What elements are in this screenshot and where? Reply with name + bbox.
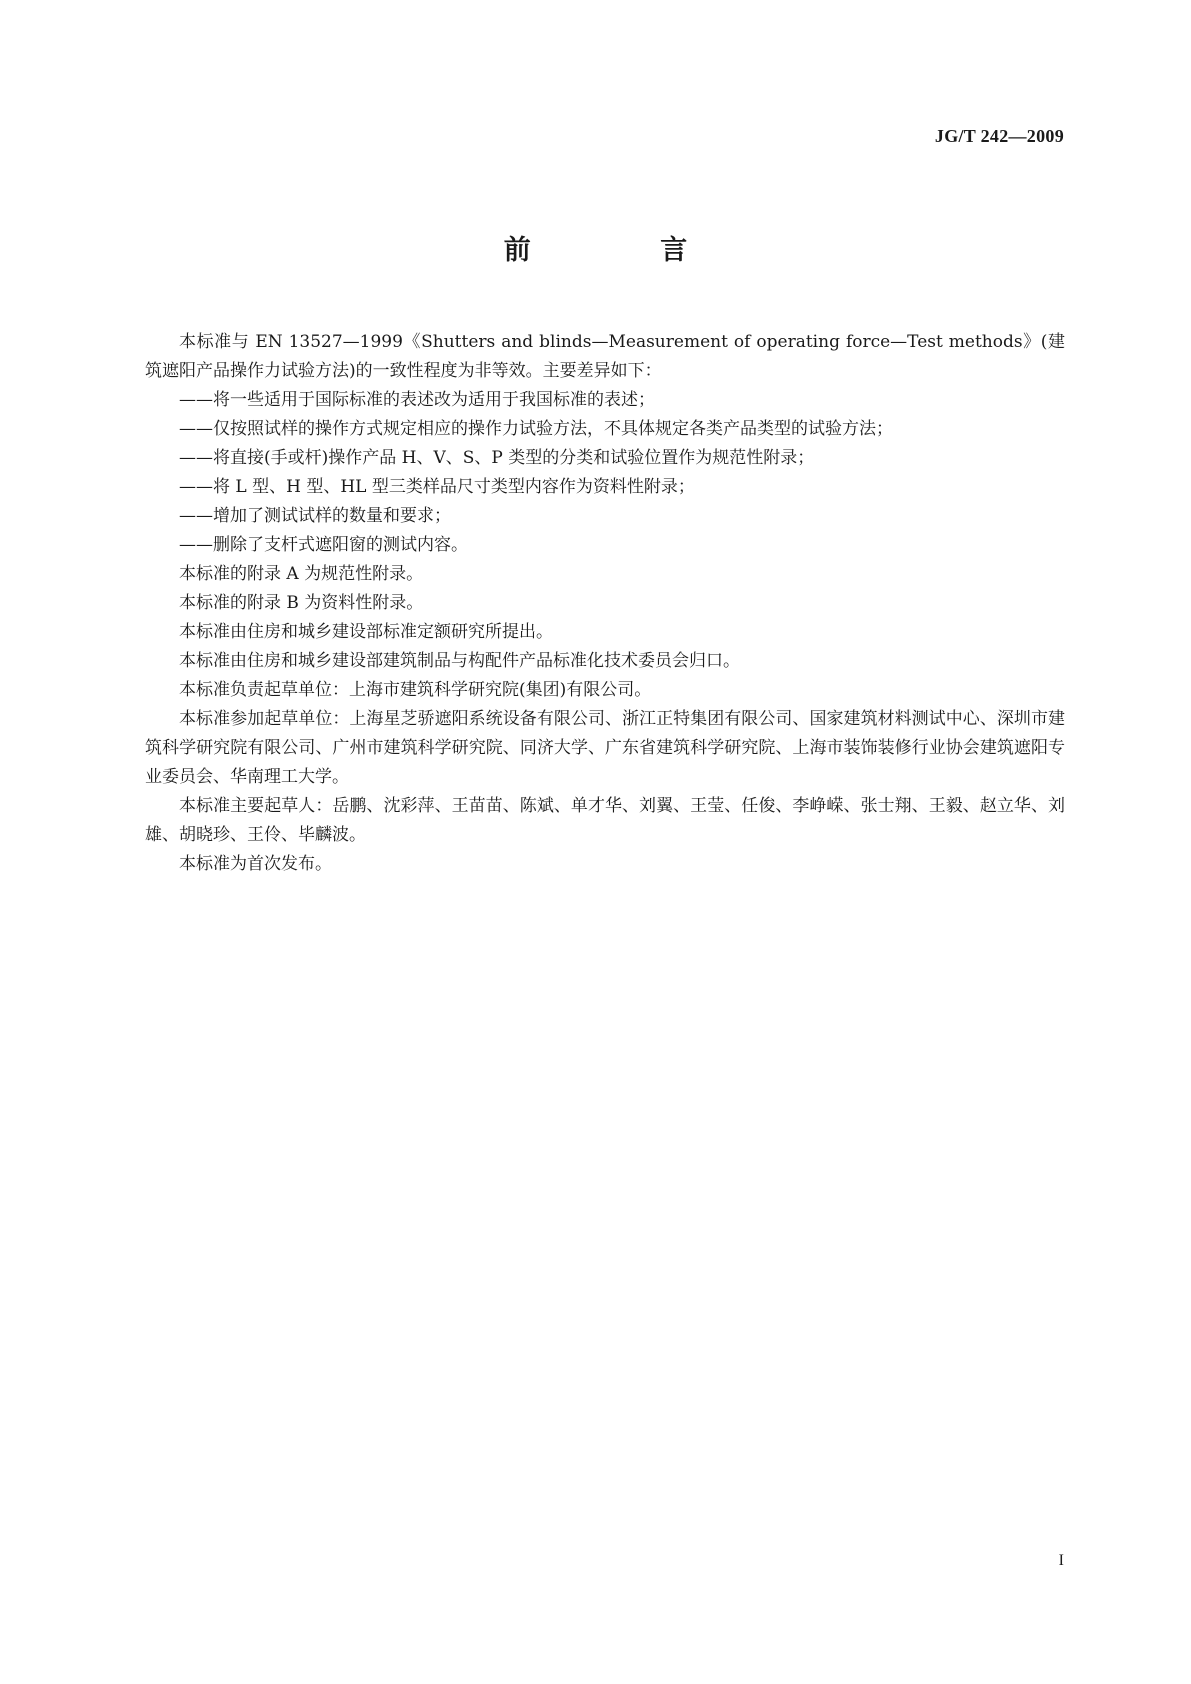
list-item: ——将直接(手或杆)操作产品 H、V、S、P 类型的分类和试验位置作为规范性附录； — [179, 448, 815, 468]
list-item: ——增加了测试试样的数量和要求； — [179, 506, 451, 526]
list-item: ——将一些适用于国际标准的表述改为适用于我国标准的表述； — [179, 390, 655, 410]
main-drafters-statement: 本标准主要起草人：岳鹏、沈彩萍、王苗苗、陈斌、单才华、刘翼、王莹、任俊、李峥嵘、张士翔、王毅、赵立华、刘雄、胡晓珍、王伶、毕麟波。 — [145, 796, 1065, 845]
first-release-statement: 本标准为首次发布。 — [179, 854, 332, 874]
intro-paragraph: 本标准与 EN 13527—1999《Shutters and blinds—Measurement of operating force—Test methods》(建筑遮阳产品操作力试验方法)的一致性程度为非等效。主要差异如下： — [145, 332, 1065, 381]
page-title: 前 言 — [503, 235, 748, 266]
list-item: ——删除了支杆式遮阳窗的测试内容。 — [179, 535, 468, 555]
standard-number: JG/T 242—2009 — [934, 126, 1064, 146]
lead-drafter-statement: 本标准负责起草单位：上海市建筑科学研究院(集团)有限公司。 — [179, 680, 652, 700]
list-item: ——将 L 型、H 型、HL 型三类样品尺寸类型内容作为资料性附录； — [179, 477, 695, 497]
list-item: ——仅按照试样的操作方式规定相应的操作力试验方法，不具体规定各类产品类型的试验方法； — [179, 419, 893, 439]
document-body — [145, 328, 1065, 879]
proposer-statement: 本标准由住房和城乡建设部标准定额研究所提出。 — [179, 622, 553, 642]
page-number: I — [1058, 1552, 1064, 1569]
differences-list — [145, 386, 1065, 560]
participating-drafters-statement: 本标准参加起草单位：上海星芝骄遮阳系统设备有限公司、浙江正特集团有限公司、国家建筑材料测试中心、深圳市建筑科学研究院有限公司、广州市建筑科学研究院、同济大学、广东省建筑科学研究院、上海市装饰装修行业协会建筑遮阳专业委员会、华南理工大学。 — [145, 709, 1065, 787]
committee-statement: 本标准由住房和城乡建设部建筑制品与构配件产品标准化技术委员会归口。 — [179, 651, 740, 671]
annex-b-statement: 本标准的附录 B 为资料性附录。 — [179, 593, 424, 613]
annex-a-statement: 本标准的附录 A 为规范性附录。 — [179, 564, 424, 584]
